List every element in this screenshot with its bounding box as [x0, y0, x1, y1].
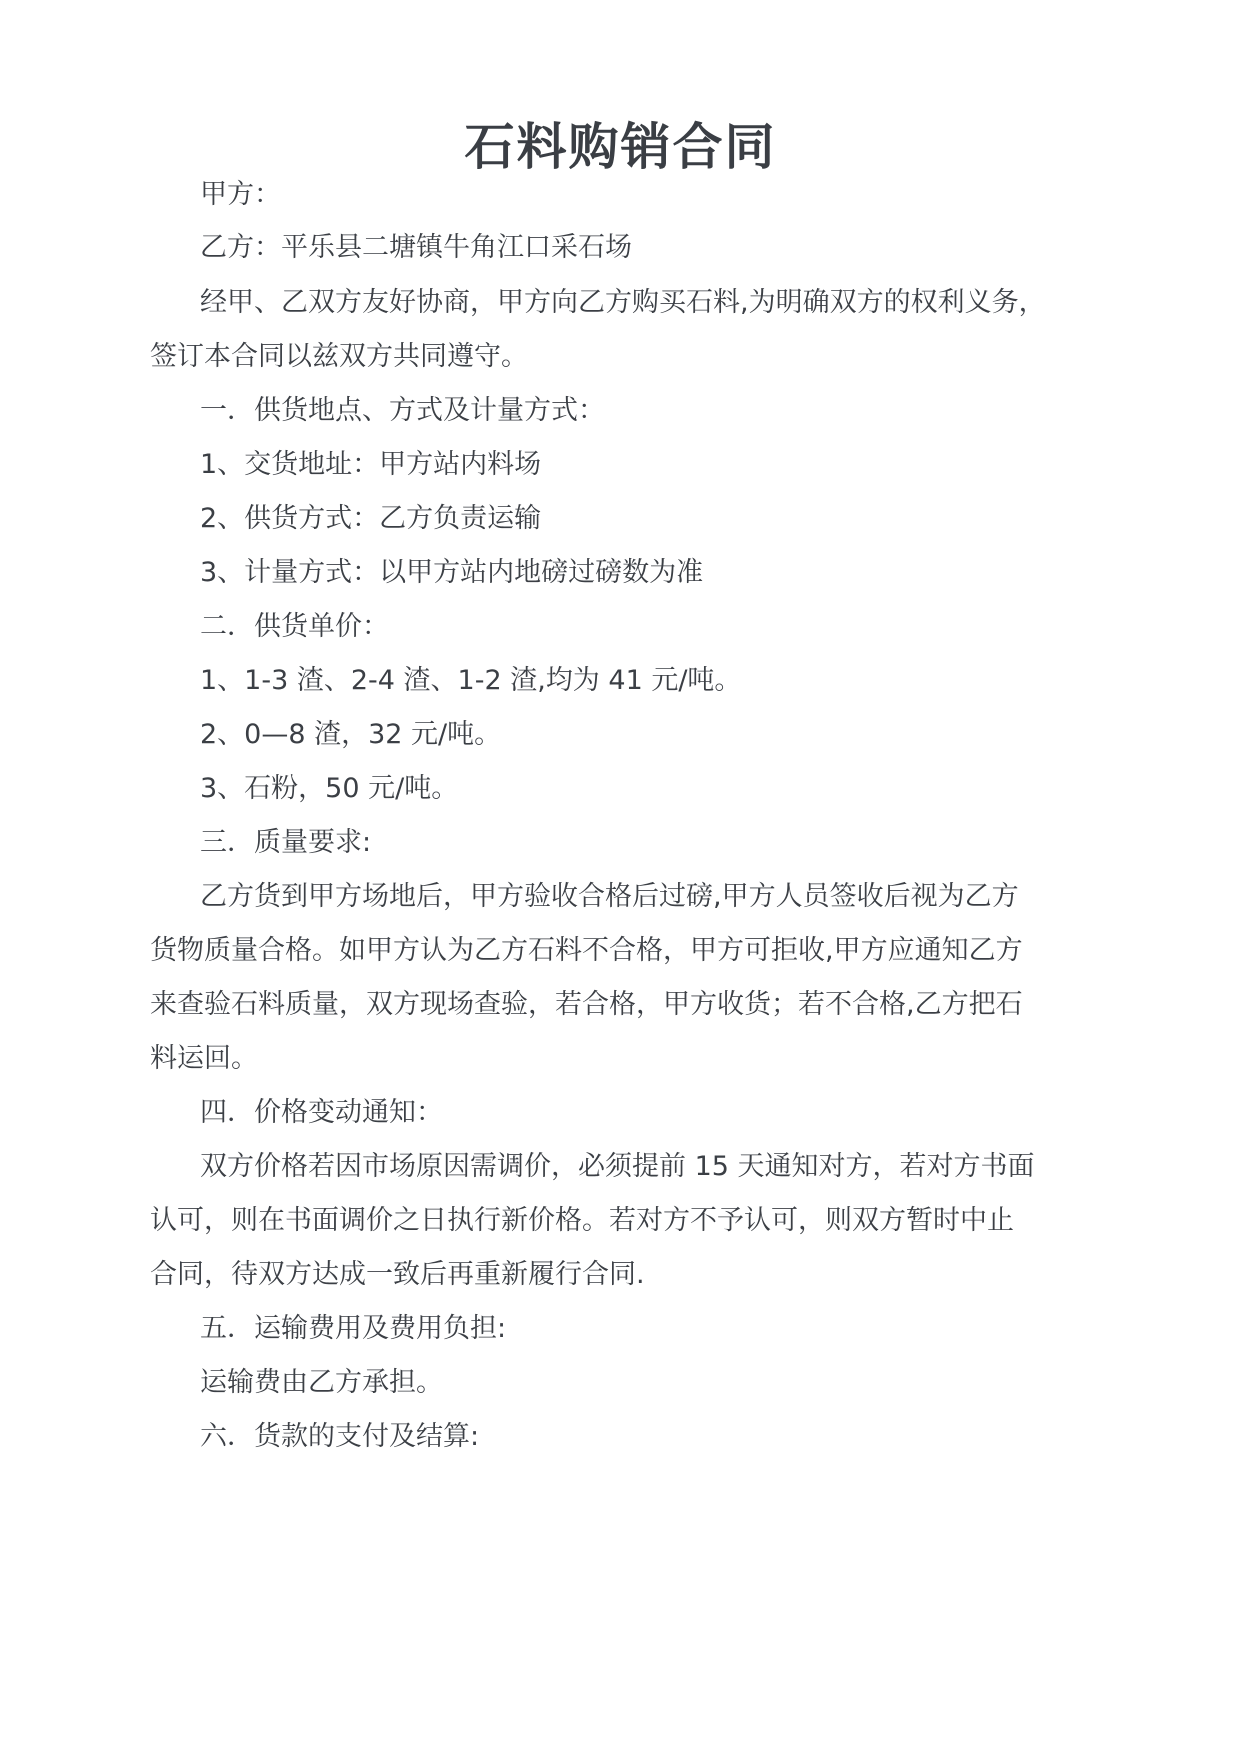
- price-change-paragraph-line: 认可，则在书面调价之日执行新价格。若对方不予认可，则双方暂时中止: [150, 1205, 1014, 1236]
- section-heading-5: 五．运输费用及费用负担:: [200, 1313, 507, 1344]
- clause-item: 2、供货方式：乙方负责运输: [200, 503, 542, 534]
- section-heading-1: 一．供货地点、方式及计量方式：: [200, 395, 605, 426]
- section-heading-3: 三．质量要求:: [200, 827, 372, 858]
- price-item: 3、石粉，50 元/吨。: [200, 773, 459, 804]
- intro-paragraph-line: 签订本合同以兹双方共同遵守。: [150, 341, 528, 372]
- price-item: 2、0—8 渣，32 元/吨。: [200, 719, 502, 750]
- price-item: 1、1-3 渣、2-4 渣、1-2 渣,均为 41 元/吨。: [200, 665, 742, 696]
- price-change-paragraph-line: 双方价格若因市场原因需调价，必须提前 15 天通知对方，若对方书面: [200, 1151, 1035, 1182]
- party-b-line: 乙方：平乐县二塘镇牛角江口采石场: [200, 232, 632, 263]
- quality-paragraph-line: 来查验石料质量，双方现场查验，若合格，甲方收货；若不合格,乙方把石: [150, 989, 1023, 1020]
- document-title: 石料购销合同: [464, 118, 777, 176]
- section-heading-6: 六．货款的支付及结算:: [200, 1421, 480, 1452]
- intro-paragraph-line: 经甲、乙双方友好协商，甲方向乙方购买石料,为明确双方的权利义务，: [200, 287, 1046, 318]
- party-a-line: 甲方：: [200, 179, 281, 210]
- price-change-paragraph-line: 合同，待双方达成一致后再重新履行合同.: [150, 1259, 645, 1290]
- section-heading-2: 二．供货单价：: [200, 611, 389, 642]
- quality-paragraph-line: 货物质量合格。如甲方认为乙方石料不合格，甲方可拒收,甲方应通知乙方: [150, 935, 1023, 966]
- quality-paragraph-line: 料运回。: [150, 1043, 258, 1074]
- quality-paragraph-line: 乙方货到甲方场地后，甲方验收合格后过磅,甲方人员签收后视为乙方: [200, 881, 1019, 912]
- transport-paragraph-line: 运输费由乙方承担。: [200, 1367, 443, 1398]
- clause-item: 1、交货地址：甲方站内料场: [200, 449, 542, 480]
- clause-item: 3、计量方式：以甲方站内地磅过磅数为准: [200, 557, 704, 588]
- section-heading-4: 四．价格变动通知：: [200, 1097, 443, 1128]
